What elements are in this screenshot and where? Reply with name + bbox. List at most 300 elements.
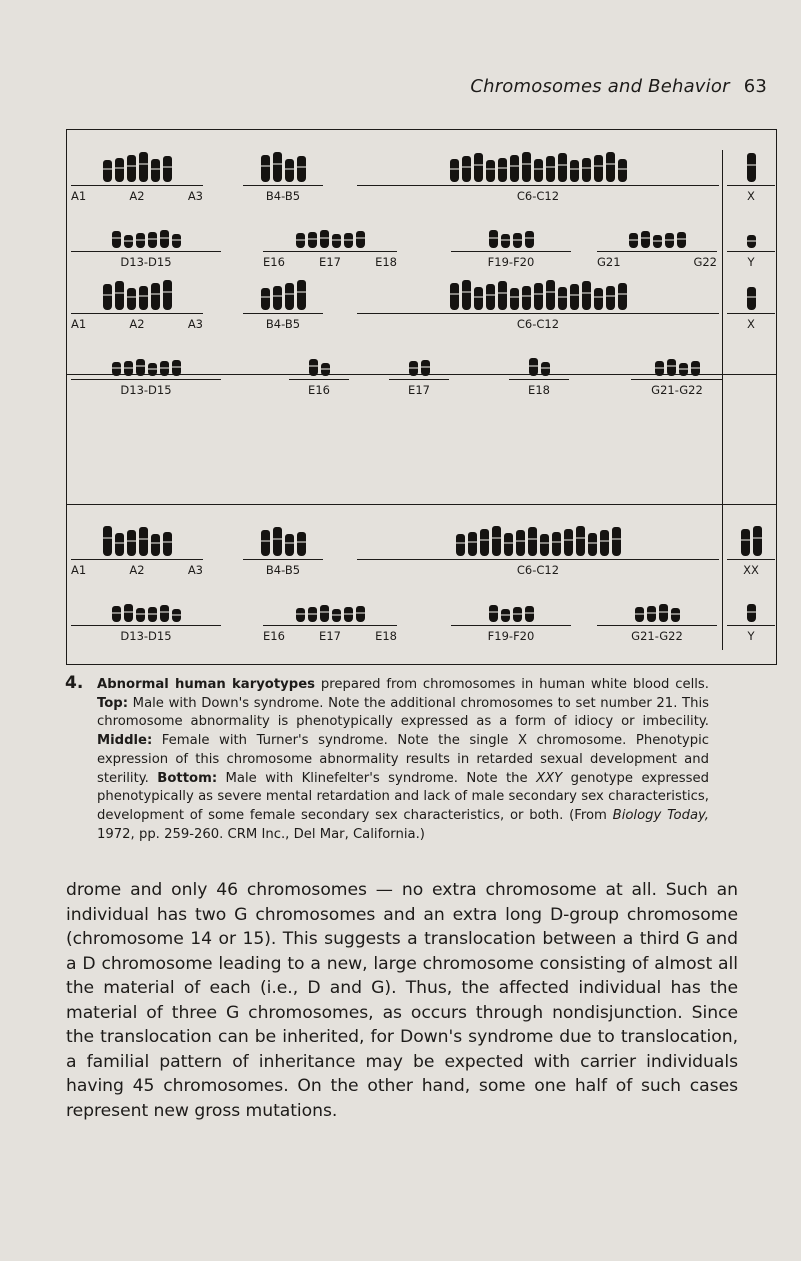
chromosome-group xyxy=(357,152,719,203)
group-underline xyxy=(727,251,775,252)
group-labels xyxy=(289,383,349,397)
chromosome-group xyxy=(451,230,571,269)
caption-bottom-text-a: Male with Klinefelter's syndrome. Note the xyxy=(217,770,537,786)
chromosome-set xyxy=(71,152,203,182)
group-labels xyxy=(71,255,221,269)
chromosome-mark xyxy=(115,281,124,310)
group-labels xyxy=(357,563,719,577)
caption-xxy: XXY xyxy=(536,770,563,786)
chromosome-set xyxy=(727,280,775,310)
chromosome-mark xyxy=(285,534,294,556)
chromosome-mark xyxy=(344,607,353,622)
chromosome-mark xyxy=(151,159,160,182)
chromosome-mark xyxy=(540,534,549,556)
chromosome-set xyxy=(263,230,397,248)
chromosome-mark xyxy=(296,608,305,622)
group-underline xyxy=(727,185,775,186)
group-labels xyxy=(597,629,717,643)
chromosome-mark xyxy=(513,607,522,622)
chromosome-set xyxy=(357,280,719,310)
chromosome-mark xyxy=(618,159,627,182)
chromosome-mark xyxy=(534,283,543,310)
group-underline xyxy=(263,251,397,252)
chromosome-mark xyxy=(321,363,330,376)
running-head-title: Chromosomes and Behavior xyxy=(470,76,730,97)
chromosome-mark xyxy=(486,284,495,310)
chromosome-mark xyxy=(647,606,656,622)
chromosome-set xyxy=(509,358,569,376)
group-underline xyxy=(71,559,203,560)
chromosome-mark xyxy=(124,361,133,376)
group-labels xyxy=(727,629,775,643)
chromosome-mark xyxy=(112,231,121,248)
group-labels xyxy=(727,255,775,269)
chromosome-mark xyxy=(136,233,145,248)
chromosome-mark xyxy=(522,286,531,310)
chromosome-mark xyxy=(558,153,567,182)
group-label: G21-G22 xyxy=(631,629,683,643)
chromosome-mark xyxy=(691,361,700,376)
group-label: D13-D15 xyxy=(120,383,172,397)
chromosome-set xyxy=(243,526,323,556)
chromosome-mark xyxy=(546,280,555,310)
group-underline xyxy=(451,251,571,252)
chromosome-mark xyxy=(127,288,136,310)
chromosome-mark xyxy=(534,159,543,182)
chromosome-mark xyxy=(160,361,169,376)
chromosome-group xyxy=(243,280,323,331)
chromosome-mark xyxy=(103,284,112,310)
chromosome-mark xyxy=(261,288,270,310)
group-label: A1 xyxy=(71,563,87,577)
chromosome-group xyxy=(727,280,775,331)
chromosome-mark xyxy=(297,532,306,556)
chromosome-mark xyxy=(172,234,181,248)
chromosome-mark xyxy=(671,608,680,622)
chromosome-mark xyxy=(160,230,169,248)
group-label: X xyxy=(747,317,755,331)
group-underline xyxy=(727,313,775,314)
chromosome-group xyxy=(509,358,569,397)
group-labels xyxy=(243,317,323,331)
chromosome-mark xyxy=(594,288,603,310)
chromosome-mark xyxy=(115,158,124,182)
chromosome-mark xyxy=(747,287,756,310)
chromosome-mark xyxy=(139,286,148,310)
caption-top-label: Top: xyxy=(97,695,129,711)
body-paragraph: drome and only 46 chromosomes — no extra chromosome at all. Such an individual has two G chromosomes and an extra long D-group chromosome (chromosome 14 or 15). This suggests a translocation between a third G and a D chromosome leading to a new, large chromosome consisting of almost all the material of each (i.e., D and G). Thus, the affected individual has the material of three G chromosomes, as occurs through nondisjunction. Since the translocation can be inherited, for Down's syndrome due to translocation, a familial pattern of inheritance may be expected with carrier individuals having 45 chromosomes. On the other hand, some one half of such cases represent new gross mutations. xyxy=(66,880,738,1121)
group-label: A1 xyxy=(71,189,87,203)
chromosome-mark xyxy=(261,155,270,182)
chromosome-mark xyxy=(163,532,172,556)
chromosome-mark xyxy=(480,529,489,556)
caption-bottom-label: Bottom: xyxy=(157,770,218,786)
chromosome-mark xyxy=(273,152,282,182)
body-text xyxy=(66,878,738,1123)
group-label: F19-F20 xyxy=(487,255,535,269)
chromosome-set xyxy=(727,230,775,248)
group-underline xyxy=(71,313,203,314)
chromosome-mark xyxy=(552,532,561,556)
chromosome-mark xyxy=(606,286,615,310)
chromosome-mark xyxy=(172,609,181,622)
chromosome-group xyxy=(263,604,397,643)
chromosome-set xyxy=(597,604,717,622)
chromosome-set xyxy=(71,280,203,310)
chromosome-mark xyxy=(124,604,133,622)
group-labels xyxy=(243,563,323,577)
chromosome-set xyxy=(451,604,571,622)
chromosome-group xyxy=(71,604,221,643)
group-underline xyxy=(509,379,569,380)
caption-middle-label: Middle: xyxy=(97,733,153,749)
chromosome-mark xyxy=(516,530,525,556)
chromosome-mark xyxy=(522,152,531,182)
chromosome-mark xyxy=(112,606,121,622)
chromosome-mark xyxy=(486,160,495,182)
chromosome-mark xyxy=(629,233,638,248)
chromosome-mark xyxy=(558,287,567,310)
caption-source-rest: 1972, pp. 259-260. CRM Inc., Del Mar, California.) xyxy=(97,826,425,842)
chromosome-set xyxy=(727,604,775,622)
chromosome-mark xyxy=(498,281,507,310)
chromosome-mark xyxy=(753,526,762,556)
chromosome-mark xyxy=(655,361,664,376)
karyotype-figure xyxy=(66,129,777,665)
group-label: A3 xyxy=(187,563,203,577)
group-label: D13-D15 xyxy=(120,629,172,643)
chromosome-mark xyxy=(332,234,341,248)
group-label: E16 xyxy=(308,383,330,397)
group-label: E16 xyxy=(263,255,285,269)
chromosome-set xyxy=(71,230,221,248)
group-label: C6-C12 xyxy=(516,563,560,577)
chromosome-mark xyxy=(612,527,621,556)
group-underline xyxy=(631,379,723,380)
chromosome-mark xyxy=(115,533,124,556)
chromosome-group xyxy=(71,526,203,577)
chromosome-set xyxy=(243,152,323,182)
chromosome-mark xyxy=(285,159,294,182)
chromosome-mark xyxy=(653,235,662,248)
chromosome-mark xyxy=(296,233,305,248)
chromosome-group xyxy=(389,358,449,397)
group-label: E18 xyxy=(528,383,550,397)
chromosome-mark xyxy=(409,361,418,376)
chromosome-mark xyxy=(501,609,510,622)
chromosome-mark xyxy=(172,360,181,376)
group-underline xyxy=(243,185,323,186)
chromosome-group xyxy=(451,604,571,643)
group-label: G21 xyxy=(597,255,621,269)
group-underline xyxy=(243,313,323,314)
chromosome-mark xyxy=(273,527,282,556)
group-underline xyxy=(71,625,221,626)
chromosome-mark xyxy=(139,152,148,182)
group-label: C6-C12 xyxy=(516,317,560,331)
chromosome-mark xyxy=(468,532,477,556)
caption-middle-text: Female with Turner's syndrome. Note the single X chromosome. Phenotypic expression of this chromosome abnormality results in retarded sexual development and sterility. xyxy=(97,733,709,786)
group-label: E17 xyxy=(319,629,341,643)
chromosome-group xyxy=(71,230,221,269)
group-labels xyxy=(597,255,717,269)
chromosome-mark xyxy=(124,235,133,248)
chromosome-mark xyxy=(474,153,483,182)
group-underline xyxy=(727,559,775,560)
group-label: E18 xyxy=(375,255,397,269)
chromosome-group xyxy=(243,526,323,577)
figure-number: 4. xyxy=(65,673,84,693)
chromosome-mark xyxy=(489,605,498,622)
chromosome-mark xyxy=(148,232,157,248)
chromosome-set xyxy=(357,152,719,182)
caption-bottom-text-b: genotype expressed phenotypically as severe mental retardation and lack of male secondary sex characteristics, development of some female secondary sex characteristics, or both. (From xyxy=(97,770,709,823)
group-label: C6-C12 xyxy=(516,189,560,203)
caption-intro: prepared from chromosomes in human white blood cells. xyxy=(315,677,709,692)
chromosome-group xyxy=(357,280,719,331)
chromosome-mark xyxy=(151,283,160,310)
chromosome-mark xyxy=(151,534,160,556)
chromosome-mark xyxy=(139,527,148,556)
chromosome-mark xyxy=(525,231,534,248)
chromosome-set xyxy=(263,604,397,622)
chromosome-mark xyxy=(344,233,353,248)
group-label: A1 xyxy=(71,317,87,331)
chromosome-set xyxy=(357,526,719,556)
chromosome-mark xyxy=(641,231,650,248)
chromosome-mark xyxy=(504,533,513,556)
group-underline xyxy=(243,559,323,560)
chromosome-group xyxy=(727,152,775,203)
group-label: F19-F20 xyxy=(487,629,535,643)
group-label: Y xyxy=(747,255,755,269)
chromosome-mark xyxy=(659,604,668,622)
caption-source-title: Biology Today, xyxy=(612,807,709,823)
group-labels xyxy=(243,189,323,203)
chromosome-mark xyxy=(510,288,519,310)
chromosome-mark xyxy=(747,153,756,182)
group-labels xyxy=(727,317,775,331)
chromosome-mark xyxy=(600,530,609,556)
chromosome-mark xyxy=(498,158,507,182)
chromosome-set xyxy=(727,152,775,182)
group-labels xyxy=(357,317,719,331)
figure-caption xyxy=(65,673,709,844)
chromosome-mark xyxy=(456,534,465,556)
caption-top-text: Male with Down's syndrome. Note the additional chromosomes to set number 21. This chromosome abnormality is phenotypically expressed as a form of idiocy or imbecility. xyxy=(97,695,709,730)
group-label: A3 xyxy=(187,189,203,203)
caption-title: Abnormal human karyotypes xyxy=(97,677,315,692)
chromosome-mark xyxy=(462,156,471,182)
chromosome-mark xyxy=(273,286,282,310)
chromosome-group xyxy=(289,358,349,397)
group-underline xyxy=(597,625,717,626)
chromosome-mark xyxy=(127,530,136,556)
chromosome-set xyxy=(71,358,221,376)
group-label: X xyxy=(747,189,755,203)
chromosome-group xyxy=(597,230,717,269)
chromosome-mark xyxy=(570,284,579,310)
chromosome-mark xyxy=(665,233,674,248)
chromosome-group xyxy=(727,604,775,643)
page-number: 63 xyxy=(743,76,767,97)
chromosome-mark xyxy=(450,159,459,182)
group-underline xyxy=(597,251,717,252)
chromosome-mark xyxy=(529,358,538,376)
group-label: A2 xyxy=(129,563,145,577)
chromosome-mark xyxy=(588,533,597,556)
chromosome-mark xyxy=(677,232,686,248)
chromosome-mark xyxy=(541,362,550,376)
group-underline xyxy=(289,379,349,380)
chromosome-mark xyxy=(308,607,317,622)
group-labels xyxy=(451,255,571,269)
chromosome-group xyxy=(357,526,719,577)
chromosome-mark xyxy=(163,156,172,182)
chromosome-mark xyxy=(160,605,169,622)
chromosome-mark xyxy=(576,526,585,556)
chromosome-mark xyxy=(127,155,136,182)
group-label: E17 xyxy=(408,383,430,397)
group-label: XX xyxy=(743,563,759,577)
group-labels xyxy=(71,317,203,331)
chromosome-mark xyxy=(528,527,537,556)
chromosome-mark xyxy=(618,283,627,310)
chromosome-set xyxy=(597,230,717,248)
chromosome-group xyxy=(263,230,397,269)
group-label: B4-B5 xyxy=(265,317,301,331)
chromosome-mark xyxy=(667,359,676,376)
running-head xyxy=(470,76,767,97)
chromosome-mark xyxy=(308,232,317,248)
chromosome-mark xyxy=(501,234,510,248)
chromosome-mark xyxy=(320,605,329,622)
group-label: E18 xyxy=(375,629,397,643)
chromosome-mark xyxy=(474,287,483,310)
chromosome-mark xyxy=(163,280,172,310)
group-labels xyxy=(357,189,719,203)
chromosome-mark xyxy=(261,530,270,556)
group-labels xyxy=(631,383,723,397)
chromosome-mark xyxy=(450,283,459,310)
group-underline xyxy=(71,251,221,252)
chromosome-mark xyxy=(582,158,591,182)
chromosome-mark xyxy=(112,362,121,376)
chromosome-mark xyxy=(148,607,157,622)
chromosome-mark xyxy=(747,604,756,622)
group-underline xyxy=(357,559,719,560)
chromosome-mark xyxy=(148,363,157,376)
group-labels xyxy=(71,629,221,643)
chromosome-group xyxy=(71,152,203,203)
chromosome-set xyxy=(243,280,323,310)
chromosome-set xyxy=(727,526,775,556)
panel-divider-bottom xyxy=(67,504,776,505)
chromosome-mark xyxy=(136,608,145,622)
group-underline xyxy=(727,625,775,626)
chromosome-set xyxy=(631,358,723,376)
chromosome-group xyxy=(71,280,203,331)
chromosome-mark xyxy=(510,155,519,182)
group-label: E16 xyxy=(263,629,285,643)
chromosome-group xyxy=(631,358,723,397)
chromosome-mark xyxy=(492,526,501,556)
chromosome-mark xyxy=(525,606,534,622)
chromosome-mark xyxy=(564,529,573,556)
chromosome-mark xyxy=(297,280,306,310)
group-labels xyxy=(727,563,775,577)
chromosome-set xyxy=(71,604,221,622)
group-labels xyxy=(71,189,203,203)
group-underline xyxy=(71,379,221,380)
group-label: B4-B5 xyxy=(265,189,301,203)
group-labels xyxy=(71,383,221,397)
group-label: A2 xyxy=(129,189,145,203)
chromosome-mark xyxy=(136,359,145,376)
group-underline xyxy=(389,379,449,380)
group-labels xyxy=(389,383,449,397)
group-label: Y xyxy=(747,629,755,643)
group-label: B4-B5 xyxy=(265,563,301,577)
chromosome-mark xyxy=(606,152,615,182)
chromosome-set xyxy=(451,230,571,248)
chromosome-mark xyxy=(489,230,498,248)
chromosome-mark xyxy=(356,231,365,248)
group-label: A3 xyxy=(187,317,203,331)
group-underline xyxy=(357,313,719,314)
chromosome-group xyxy=(727,230,775,269)
group-label: D13-D15 xyxy=(120,255,172,269)
chromosome-mark xyxy=(103,160,112,182)
chromosome-set xyxy=(389,358,449,376)
chromosome-mark xyxy=(297,156,306,182)
chromosome-group xyxy=(71,358,221,397)
chromosome-mark xyxy=(285,283,294,310)
chromosome-mark xyxy=(332,609,341,622)
chromosome-mark xyxy=(635,607,644,622)
chromosome-group xyxy=(727,526,775,577)
chromosome-mark xyxy=(747,235,756,248)
group-label: G21-G22 xyxy=(651,383,703,397)
group-labels xyxy=(71,563,203,577)
group-labels xyxy=(727,189,775,203)
group-label: G22 xyxy=(693,255,717,269)
chromosome-mark xyxy=(582,281,591,310)
chromosome-mark xyxy=(462,280,471,310)
group-labels xyxy=(451,629,571,643)
chromosome-mark xyxy=(594,155,603,182)
chromosome-mark xyxy=(513,233,522,248)
group-underline xyxy=(357,185,719,186)
chromosome-mark xyxy=(309,359,318,376)
sex-chromosome-divider xyxy=(722,150,723,650)
chromosome-mark xyxy=(546,156,555,182)
chromosome-mark xyxy=(679,363,688,376)
group-labels xyxy=(263,255,397,269)
chromosome-mark xyxy=(103,526,112,556)
group-labels xyxy=(263,629,397,643)
group-underline xyxy=(451,625,571,626)
chromosome-set xyxy=(289,358,349,376)
chromosome-group xyxy=(243,152,323,203)
chromosome-group xyxy=(597,604,717,643)
chromosome-mark xyxy=(741,529,750,556)
chromosome-mark xyxy=(320,230,329,248)
chromosome-mark xyxy=(356,606,365,622)
group-labels xyxy=(509,383,569,397)
group-label: E17 xyxy=(319,255,341,269)
group-underline xyxy=(263,625,397,626)
